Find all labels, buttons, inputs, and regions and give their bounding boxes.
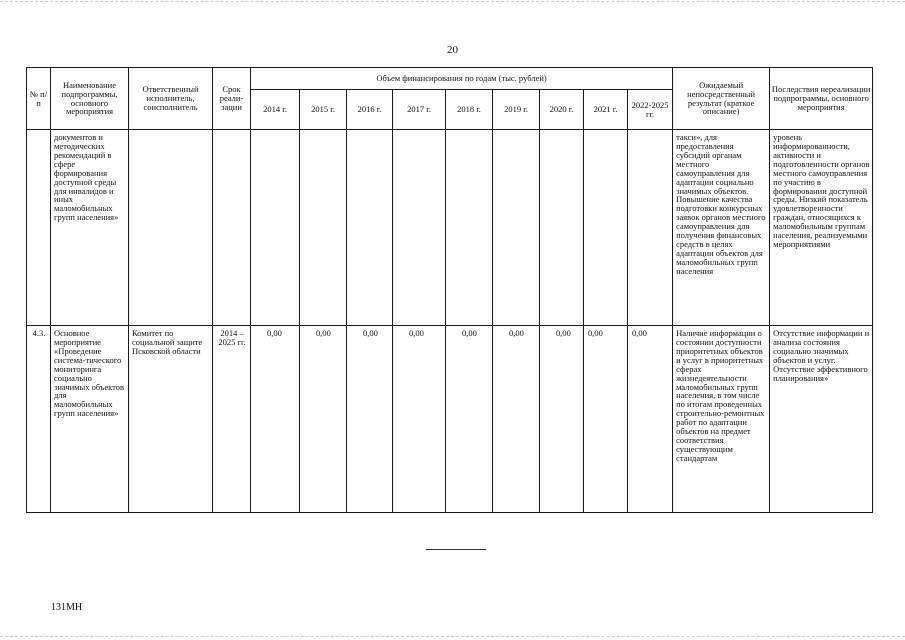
header-expected: Ожидаемый непосредственный результат (краткое описание)	[673, 68, 770, 130]
header-name: Наименование подпрограммы, основного мероприятия	[51, 68, 129, 130]
row-value: 0,00	[446, 326, 493, 513]
header-year: 2014 г.	[251, 90, 300, 130]
row-value: 0,00	[300, 326, 347, 513]
row-value	[584, 130, 628, 326]
separator-rule	[426, 549, 486, 550]
row-value	[347, 130, 393, 326]
row-value: 0,00	[584, 326, 628, 513]
scan-edge-top	[0, 1, 905, 2]
header-consequences: Последствия нереализации подпрограммы, основного мероприятия	[770, 68, 873, 130]
row-name: Основное мероприятие «Проведение система-тического мониторинга социально значимых объектов для маломобильных групп населения»	[51, 326, 129, 513]
header-num: № п/п	[27, 68, 51, 130]
row-value	[251, 130, 300, 326]
row-value: 0,00	[493, 326, 540, 513]
table-row	[27, 130, 873, 326]
page-number: 20	[447, 44, 458, 56]
row-expected: Наличие информации о состоянии доступности приоритетных объектов и услуг в приоритетных сферах жизнедеятельности маломобильных групп населения, в том числе по итогам проведенных строительно-ремонтных работ по адаптации объектов на предмет соответствия существующим стандартам	[673, 326, 770, 513]
row-value: 0,00	[393, 326, 446, 513]
row-value	[493, 130, 540, 326]
row-responsible	[129, 130, 213, 326]
header-year: 2017 г.	[393, 90, 446, 130]
row-value: 0,00	[540, 326, 584, 513]
header-year: 2021 г.	[584, 90, 628, 130]
header-year: 2022-2025 гг.	[628, 90, 673, 130]
header-term: Срок реали-зации	[213, 68, 251, 130]
row-value	[540, 130, 584, 326]
header-responsible: Ответственный исполнитель, соисполнитель	[129, 68, 213, 130]
header-funding: Объем финансирования по годам (тыс. рублей)	[251, 68, 673, 90]
row-value	[628, 130, 673, 326]
row-term: 2014 – 2025 гг.	[213, 326, 251, 513]
row-value: 0,00	[628, 326, 673, 513]
row-consequences: уровень информированности, активности и подготовленности органов местного самоуправления по участию в формировании доступной среды. Низкий показатель удовлетворенности граждан, относящихся к маломобильным группам населения, реализуемыми мероприятиями	[770, 130, 873, 326]
header-year: 2019 г.	[493, 90, 540, 130]
scan-edge-bottom	[0, 636, 905, 637]
header-year: 2016 г.	[347, 90, 393, 130]
header-year: 2018 г.	[446, 90, 493, 130]
row-name: документов и методических рекомендаций в сфере формирования доступной среды для инвалидов и иных маломобильных групп населения»	[51, 130, 129, 326]
row-value: 0,00	[347, 326, 393, 513]
row-term	[213, 130, 251, 326]
footer-code: 131МН	[51, 602, 83, 613]
row-num: 4.3.	[27, 326, 51, 513]
header-year: 2020 г.	[540, 90, 584, 130]
header-year: 2015 г.	[300, 90, 347, 130]
row-num	[27, 130, 51, 326]
row-value	[393, 130, 446, 326]
row-value	[446, 130, 493, 326]
row-value: 0,00	[251, 326, 300, 513]
row-responsible: Комитет по социальной защите Псковской области	[129, 326, 213, 513]
row-expected: такси», для предоставления субсидий органам местного самоуправления для адаптации социально значимых объектов. Повышение качества подготовки конкурсных заявок органов местного самоуправления для получения финансовых средств в целях адаптации объектов для маломобильных групп населения	[673, 130, 770, 326]
row-consequences: Отсутствие информации и анализа состояния социально значимых объектов и услуг. Отсутствие эффективного планирования»	[770, 326, 873, 513]
row-value	[300, 130, 347, 326]
table-row	[27, 326, 873, 513]
funding-table	[26, 67, 873, 513]
